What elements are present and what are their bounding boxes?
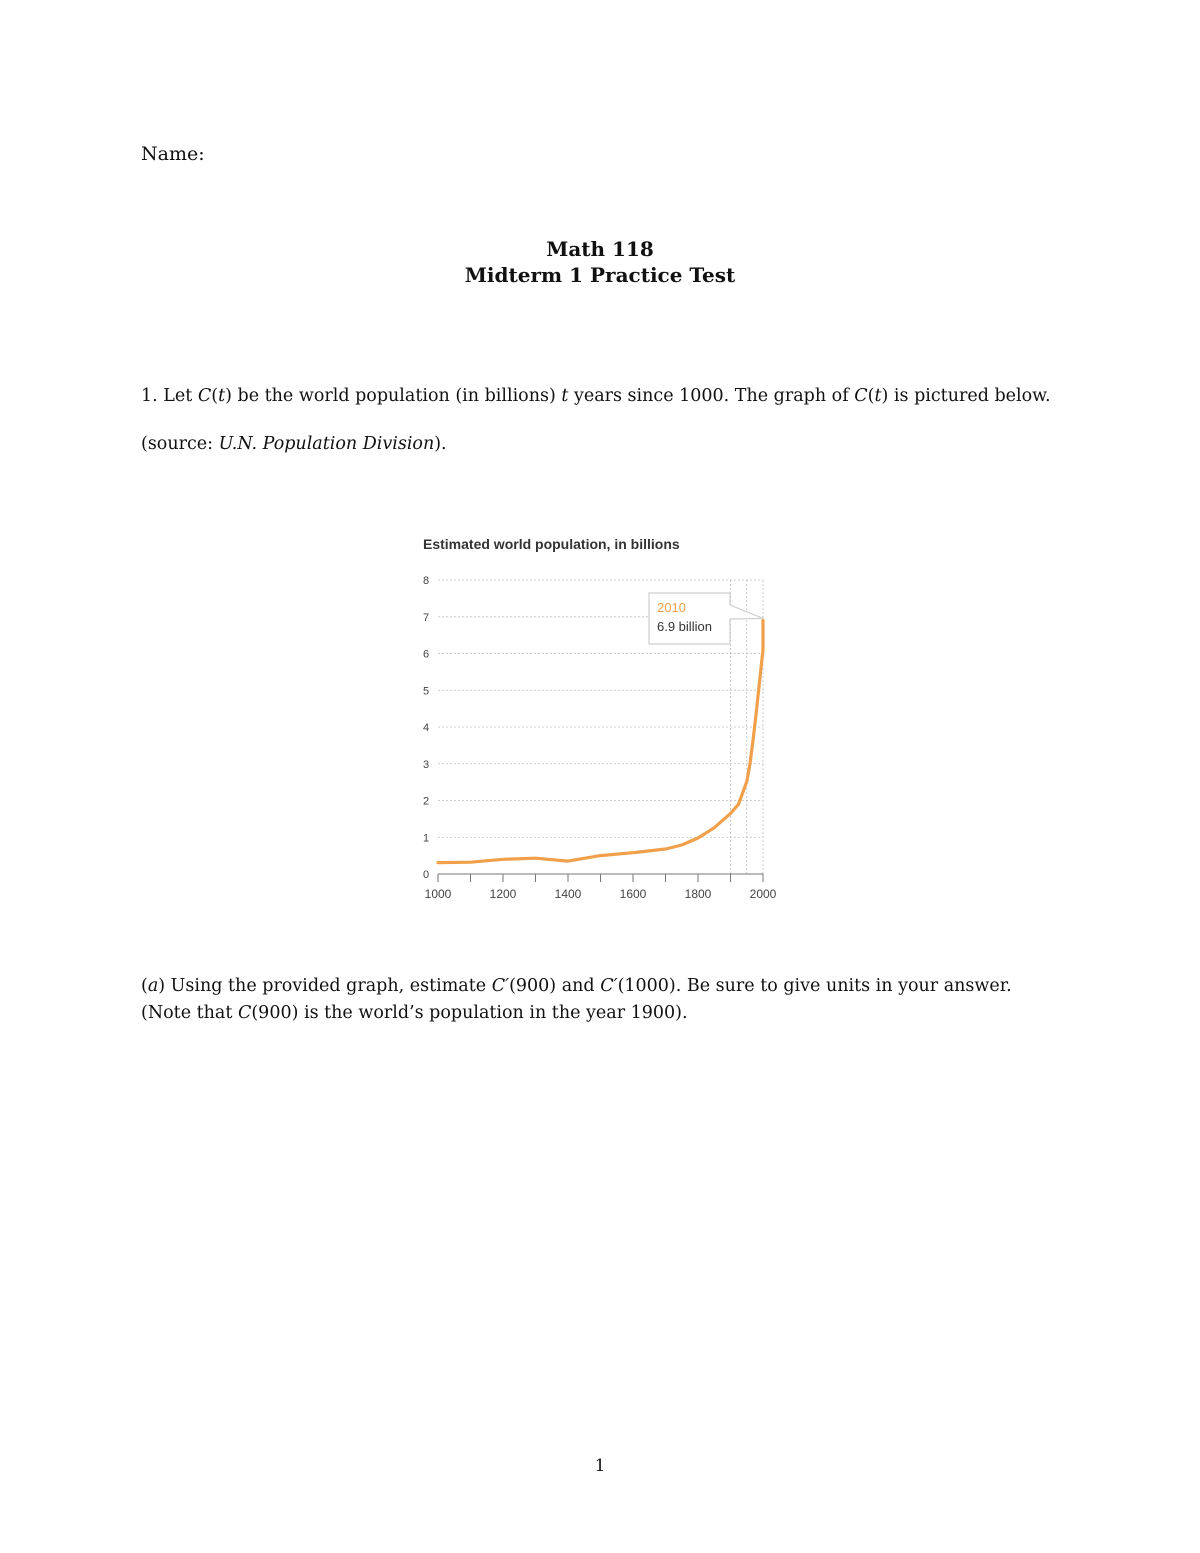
qa-arg1: (900) [509, 976, 557, 996]
x-tick-labels [425, 887, 777, 901]
math-c: C [237, 1003, 252, 1023]
paren-open: ( [211, 386, 219, 406]
y-tick-label: 3 [422, 758, 430, 771]
question-1-source [141, 434, 447, 454]
q1-end: is pictured below. [888, 386, 1051, 406]
math-cprime: C′ [600, 976, 618, 996]
y-tick-label: 0 [422, 869, 430, 881]
title-block [0, 236, 1200, 288]
y-tick-label: 5 [422, 685, 430, 698]
callout-value: 6.9 billion [657, 619, 712, 634]
x-tick-label: 1000 [424, 887, 452, 901]
source-open: (source: [141, 434, 219, 454]
qa-arg2: (1000) [617, 976, 676, 996]
test-title: Midterm 1 Practice Test [464, 263, 736, 287]
x-axis [438, 874, 763, 882]
x-tick-label: 1600 [619, 887, 647, 901]
q1-pre: 1. Let [141, 386, 198, 406]
qa-arg3: (900) [251, 1003, 299, 1023]
course-title: Math 118 [546, 237, 654, 261]
x-tick-label: 2000 [749, 887, 777, 901]
qa-open: ( [141, 976, 148, 996]
y-tick-labels [423, 575, 429, 881]
math-t: t [874, 386, 882, 406]
math-t: t [218, 386, 226, 406]
paren-close: ) [881, 386, 889, 406]
x-tick-label: 1200 [489, 887, 517, 901]
qa-and: and [556, 976, 601, 996]
y-tick-label: 2 [422, 795, 430, 808]
question-1a-text [141, 973, 1066, 1027]
x-tick-label: 1800 [684, 887, 712, 901]
callout-2010 [649, 593, 763, 644]
qa-rest: . Be sure to give units in your answer. (Note that [141, 976, 1012, 1023]
y-tick-label: 6 [422, 648, 430, 661]
math-c: C [197, 386, 212, 406]
chart-title: Estimated world population, in billions [423, 536, 680, 552]
population-chart [400, 525, 780, 905]
paren-open: ( [867, 386, 875, 406]
q1-mid2: years since 1000. The graph of [568, 386, 855, 406]
qa-label: a [147, 976, 159, 996]
paren-close: ) [225, 386, 232, 406]
population-line [438, 620, 763, 862]
name-label: Name: [141, 143, 205, 165]
y-tick-label: 7 [422, 611, 430, 624]
x-tick-label: 1400 [554, 887, 582, 901]
source-close: ). [434, 434, 447, 454]
callout-year: 2010 [657, 600, 686, 615]
qa-tail: is the world’s population in the year 1900). [298, 1003, 688, 1023]
y-tick-label: 1 [422, 832, 430, 845]
math-c: C [854, 386, 868, 406]
source-name: U.N. Population Division [218, 434, 435, 454]
q1-mid1: be the world population (in billions) [231, 386, 562, 406]
y-tick-label: 8 [422, 575, 430, 587]
qa-lead: ) Using the provided graph, estimate [158, 976, 492, 996]
math-cprime: C′ [491, 976, 510, 996]
math-t: t [561, 386, 569, 406]
y-tick-label: 4 [422, 722, 430, 734]
question-1-text [141, 386, 1051, 406]
page-number: 1 [594, 1456, 606, 1476]
